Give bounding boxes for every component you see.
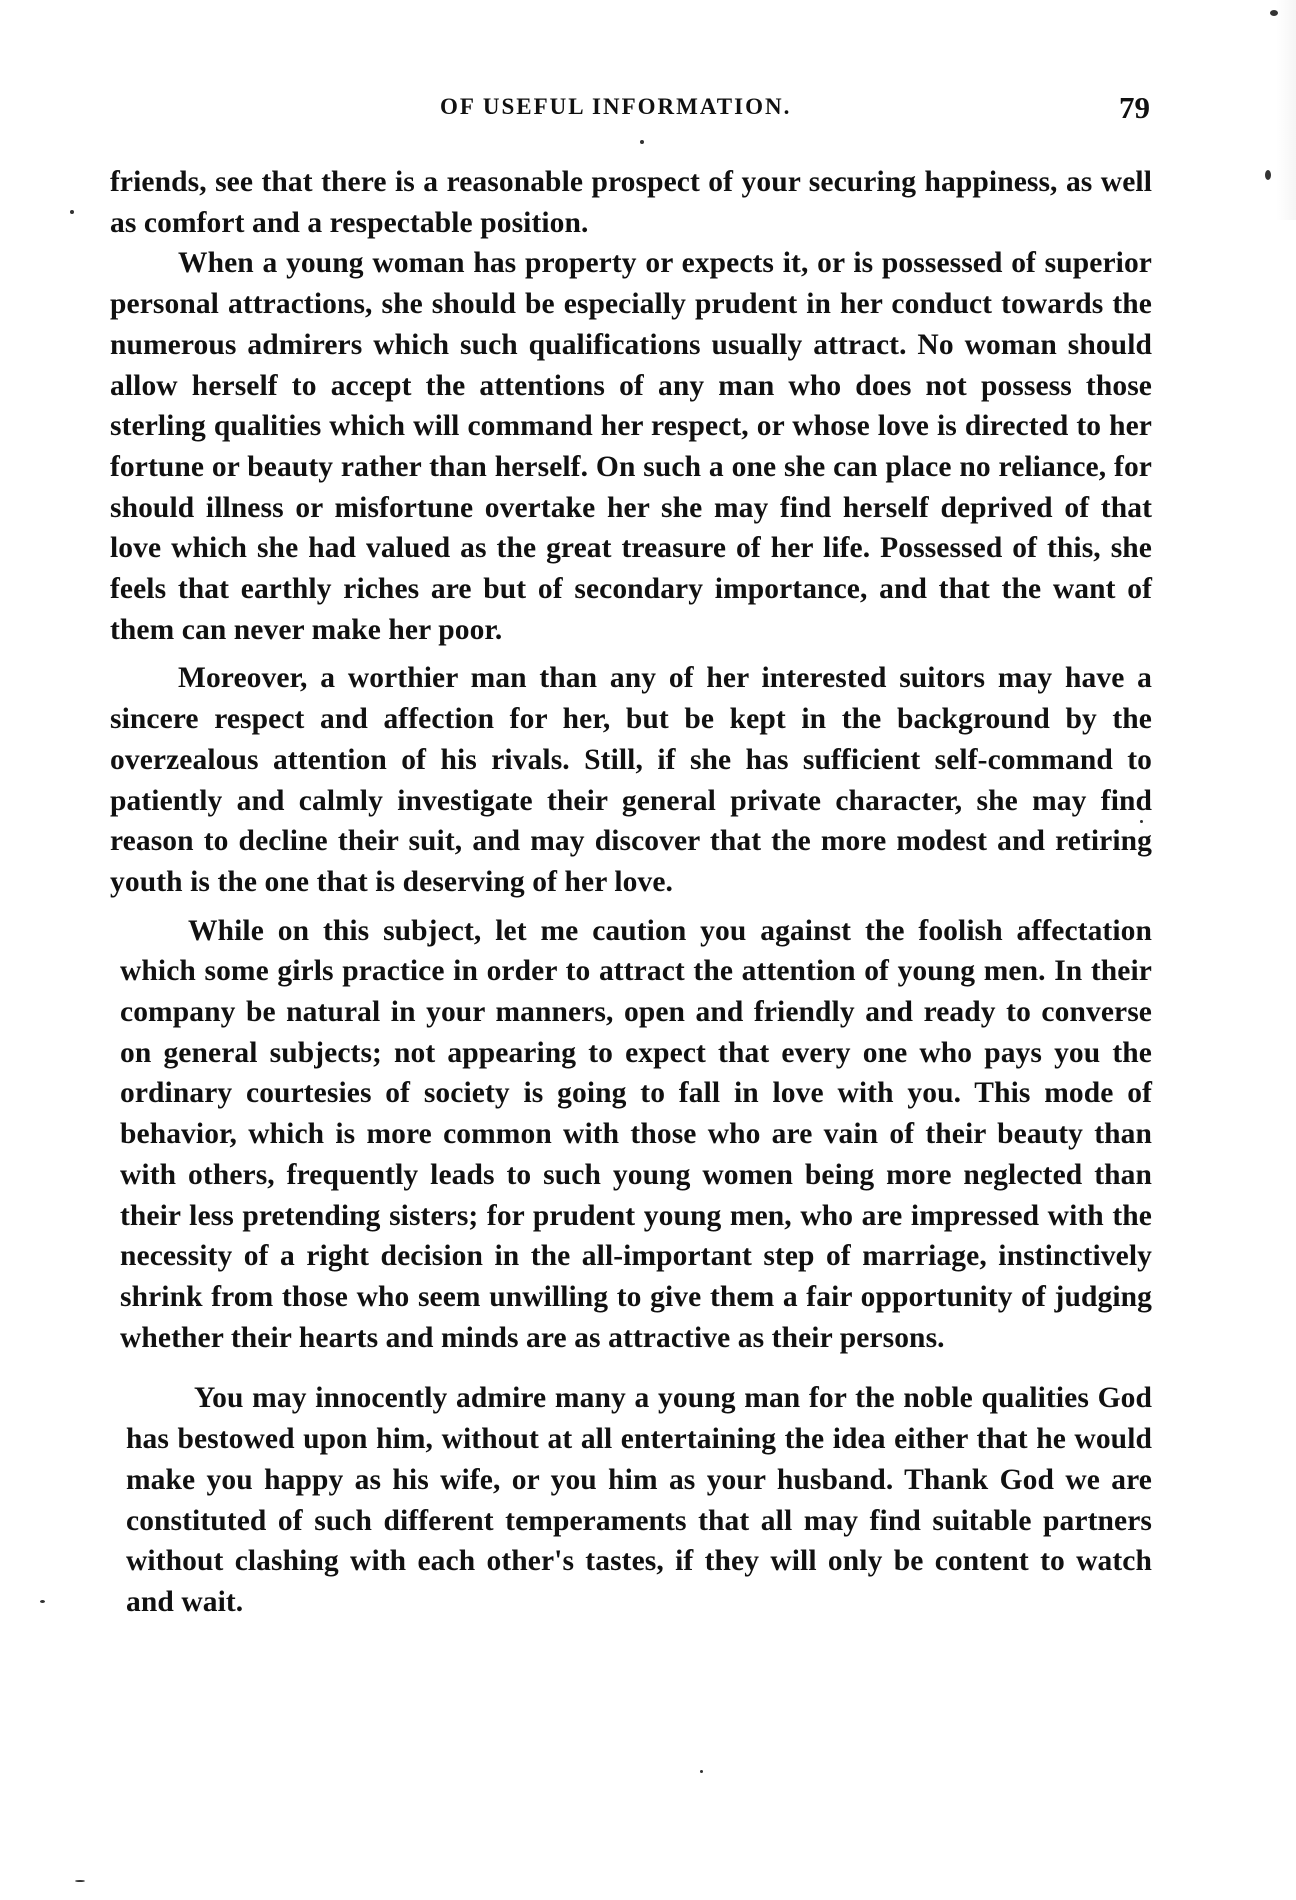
scan-speck (700, 1770, 703, 1773)
scan-speck (640, 140, 644, 144)
scan-edge-shadow (1276, 0, 1296, 220)
paragraph-young-woman-property: When a young woman has property or expects it, or is possessed of superior personal attractions, she should be especially prudent in her conduct towards the numerous admirers which such qualifications usually attract. No woman should allow herself to accept the attentions of any man who does not possess those sterling qualities which will command her respect, or whose love is directed to her fortune or beauty rather than herself. On such a one she can place no reliance, for should illness or misfortune overtake her she may find herself deprived of that love which she had valued as the great treasure of her life. Possessed of this, she feels that earthly riches are but of secondary importance, and that the want of them can never make her poor. (110, 247, 1152, 646)
paragraph-innocently-admire: You may innocently admire many a young man for the noble qualities God has bestowed upon him, without at all entertaining the idea either that he would make you happy as his wife, or you him as your husband. Thank God we are constituted of such different temperaments that all may find suitable partners without clashing with each other's tastes, if they will only be content to watch and wait. (126, 1382, 1152, 1618)
running-head (110, 90, 1150, 134)
paragraph-foolish-affectation: While on this subject, let me caution you against the foolish affectation which some girls practice in order to attract the attention of young men. In their company be natural in your manners, open and friendly and ready to converse on general subjects; not appearing to expect that every one who pays you the ordinary courtesies of society is going to fall in love with you. This mode of behavior, which is more common with those who are vain of their beauty than with others, frequently leads to such young women being more neglected than their less pretending sisters; for prudent young men, who are impressed with the necessity of a right decision in the all-important step of marriage, instinctively shrink from those who seem unwilling to give them a fair opportunity of judging whether their hearts and minds are as attractive as their persons. (120, 914, 1152, 1354)
paragraph-continuation: friends, see that there is a reasonable prospect of your securing happiness, as well as comfort and a respectable position. (110, 166, 1152, 239)
scan-speck (70, 210, 74, 214)
scan-speck (1140, 820, 1143, 823)
page-number: 79 (1119, 90, 1150, 125)
paragraph-worthier-man: Moreover, a worthier man than any of her interested suitors may have a sincere respect and affection for her, but be kept in the background by the overzealous attention of his rivals. Still, if she has sufficient self-command to patiently and calmly investigate their general private character, she may find reason to decline their suit, and may discover that the more modest and retiring youth is the one that is deserving of her love. (110, 662, 1152, 898)
scan-speck (40, 1600, 45, 1603)
body-text (110, 162, 1152, 1623)
scan-speck (1265, 170, 1271, 180)
scan-speck (75, 1880, 85, 1882)
running-head-title: OF USEFUL INFORMATION. (440, 94, 792, 119)
